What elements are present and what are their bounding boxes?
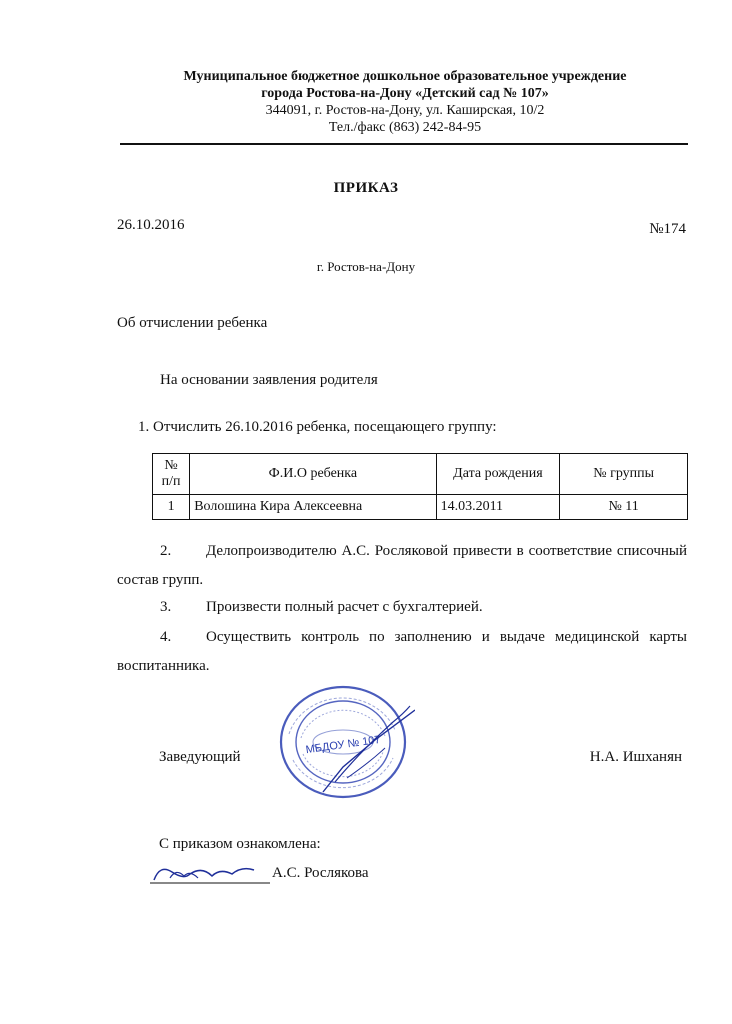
table-row [153, 495, 688, 520]
item-text: Осуществить контроль по заполнению и выдаче медицинской карты воспитанника. [117, 629, 687, 674]
handwritten-signature [150, 858, 272, 888]
order-item-2 [117, 537, 687, 595]
acknowledgement-label: С приказом ознакомлена: [159, 836, 321, 852]
table-header-cell: Ф.И.О ребенка [190, 454, 436, 495]
head-name: Н.А. Ишханян [589, 749, 682, 765]
table-cell: 1 [153, 495, 190, 520]
order-item-3 [117, 593, 687, 622]
item-text: Произвести полный расчет с бухгалтерией. [206, 599, 483, 615]
document-basis: На основании заявления родителя [160, 372, 378, 388]
children-table [152, 453, 688, 520]
org-address: 344091, г. Ростов-на-Дону, ул. Каширская, 10/2 [265, 103, 545, 118]
document-title: ПРИКАЗ [333, 180, 399, 196]
item-number: 2. [160, 543, 172, 559]
order-item-1: 1. Отчислить 26.10.2016 ребенка, посещающего группу: [138, 419, 497, 435]
table-header-cell: № группы [560, 454, 688, 495]
item-text: Делопроизводителю А.С. Росляковой привести в соответствие списочный состав групп. [117, 543, 687, 588]
org-name-line2: города Ростова-на-Дону «Детский сад № 107» [261, 86, 549, 101]
acknowledged-name: А.С. Рослякова [272, 865, 369, 881]
header-divider [120, 143, 688, 145]
org-header [120, 68, 690, 136]
order-item-4 [117, 623, 687, 681]
item-number: 3. [160, 599, 172, 615]
head-role: Заведующий [159, 749, 241, 765]
org-name-line1: Муниципальное бюджетное дошкольное образовательное учреждение [183, 69, 627, 84]
document-date: 26.10.2016 [117, 217, 185, 233]
org-phone: Тел./факс (863) 242-84-95 [328, 120, 482, 135]
document-number: №174 [649, 221, 686, 237]
table-header-cell: № п/п [153, 454, 190, 495]
official-stamp [275, 682, 415, 802]
table-cell: Волошина Кира Алексеевна [190, 495, 436, 520]
item-number: 4. [160, 629, 172, 645]
document-subject: Об отчислении ребенка [117, 315, 268, 331]
stamp-center-text: МБДОУ № 107 [304, 733, 382, 757]
table-cell: № 11 [560, 495, 688, 520]
table-header-row [153, 454, 688, 495]
document-city: г. Ростов-на-Дону [316, 259, 416, 274]
table-header-cell: Дата рождения [436, 454, 560, 495]
table-cell: 14.03.2011 [436, 495, 560, 520]
